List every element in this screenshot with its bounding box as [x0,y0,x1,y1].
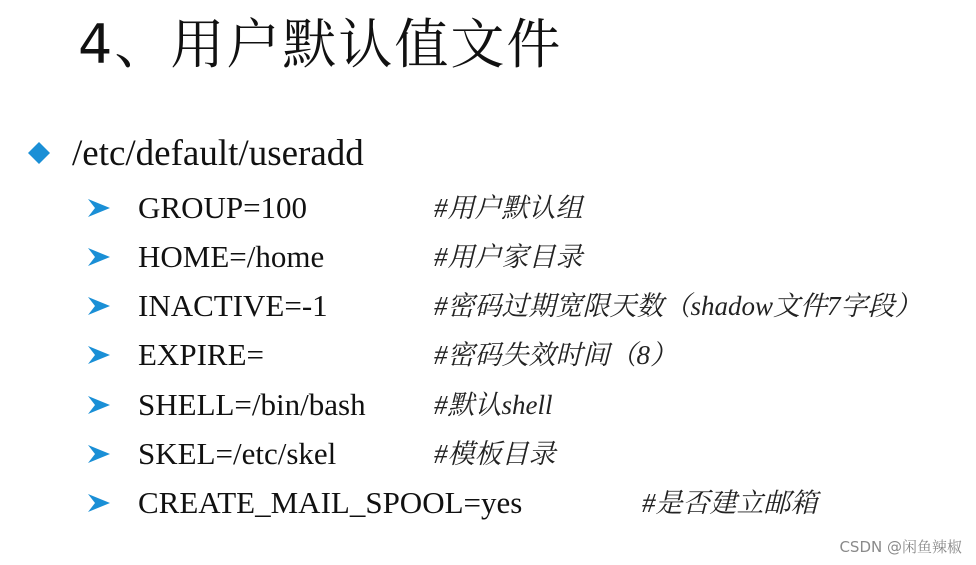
list-item [0,383,976,427]
arrow-bullet-icon [88,344,110,366]
list-item [0,186,976,230]
config-key: SKEL=/etc/skel [138,436,337,471]
arrow-bullet-icon [88,197,110,219]
arrow-bullet-icon [88,492,110,514]
arrow-bullet-icon [88,394,110,416]
arrow-bullet-icon [88,246,110,268]
config-key: HOME=/home [138,239,325,274]
list-item [0,432,976,476]
config-comment: #用户家目录 [434,242,583,272]
config-key: INACTIVE=-1 [138,288,328,323]
config-comment: #密码失效时间（8） [434,340,677,370]
list-item [0,235,976,279]
list-item [0,333,976,377]
config-file-path: /etc/default/useradd [72,133,364,174]
config-comment: #用户默认组 [434,193,583,223]
diamond-bullet-icon [28,142,50,164]
config-key: CREATE_MAIL_SPOOL=yes [138,485,523,520]
config-key: GROUP=100 [138,190,308,225]
config-comment: #密码过期宽限天数（shadow文件7字段） [434,291,922,321]
config-comment: #默认shell [434,390,553,420]
config-key: SHELL=/bin/bash [138,387,366,422]
arrow-bullet-icon [88,443,110,465]
watermark: CSDN @闲鱼辣椒 [839,538,962,556]
slide-title: 4、用户默认值文件 [78,13,563,76]
config-comment: #是否建立邮箱 [642,488,818,518]
config-comment: #模板目录 [434,439,556,469]
arrow-bullet-icon [88,295,110,317]
list-item [0,284,976,328]
config-key: EXPIRE= [138,337,264,372]
list-item [0,481,976,525]
